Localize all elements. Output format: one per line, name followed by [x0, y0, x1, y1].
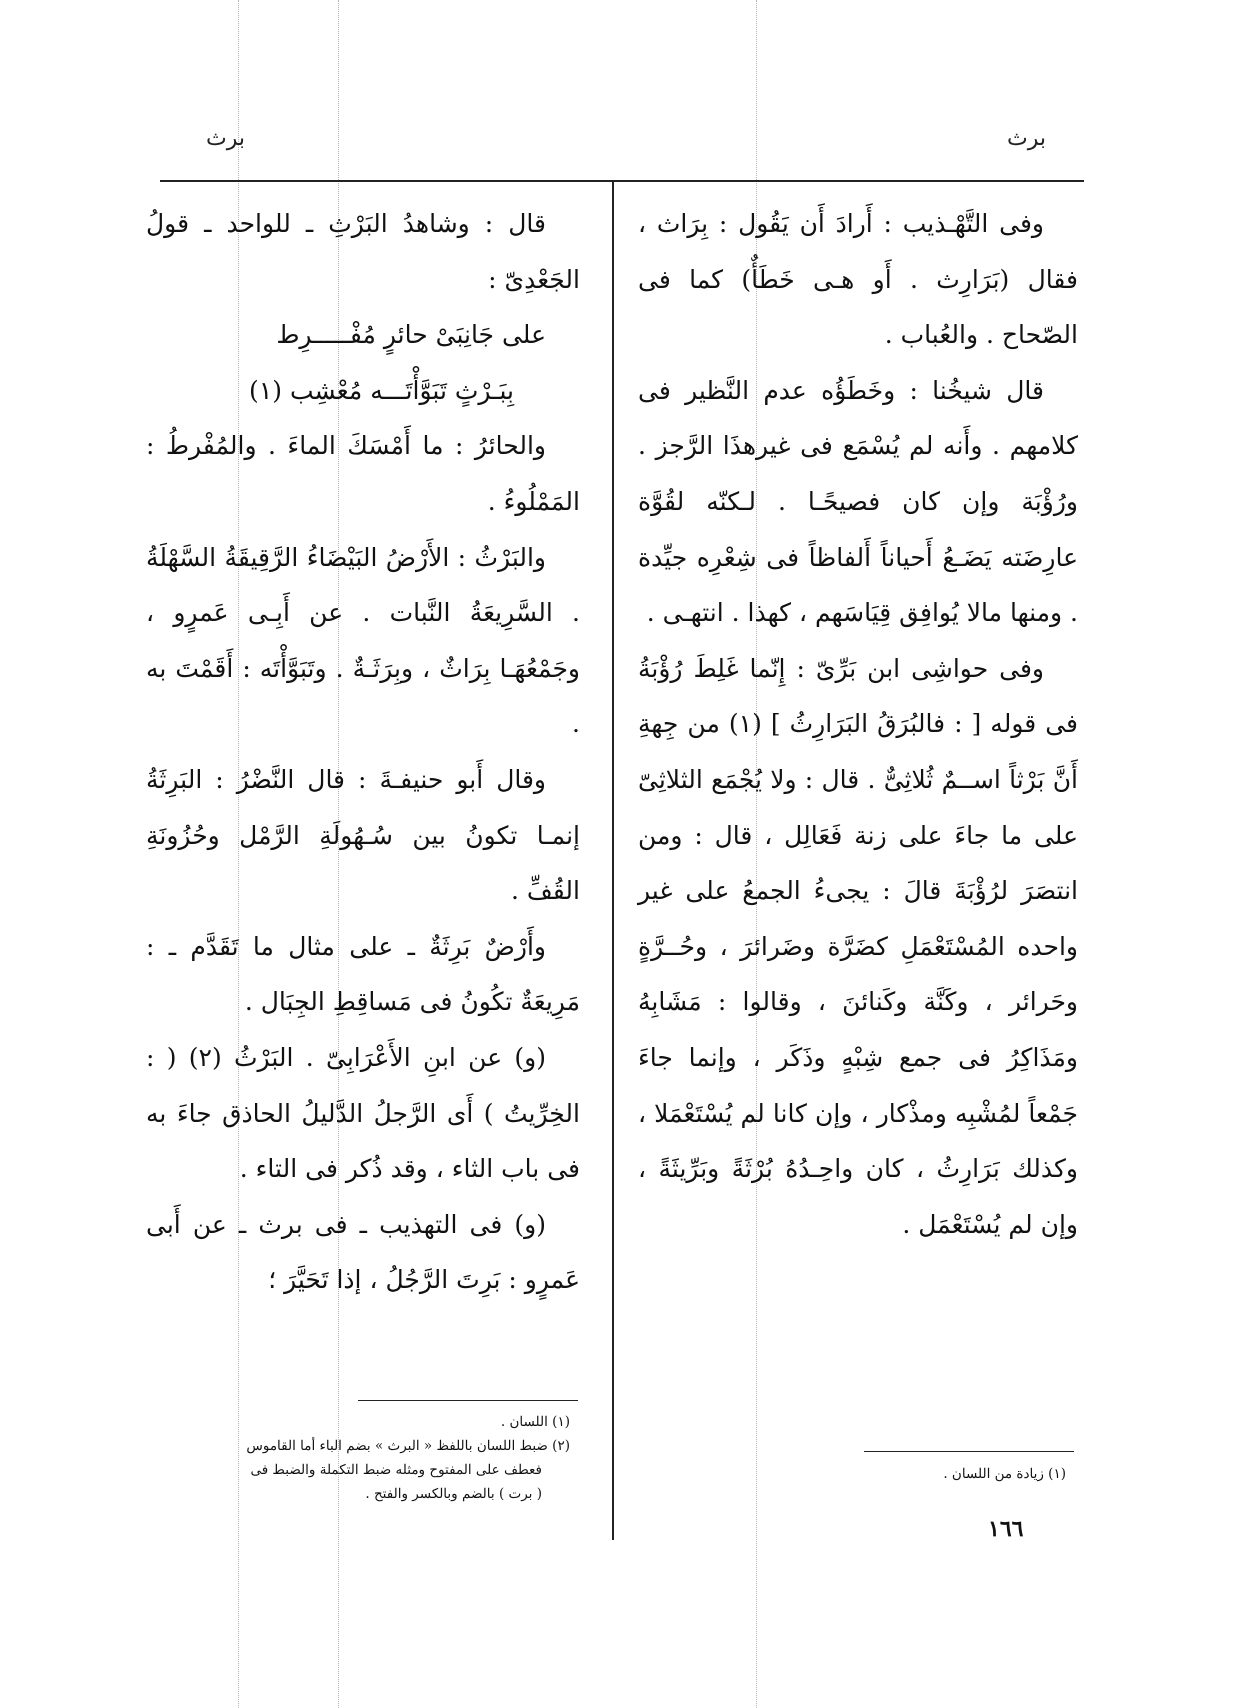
paragraph: وفى التَّهْـذيب : أَرادَ أَن يَقُول : بِرَاث ، فقال (بَرَارِث . أَو هـى خَطَأٌ) كما فى الصّحاح . والعُباب . — [638, 209, 1078, 350]
paragraph: وقال أَبو حنيفـةَ : قال النَّضْرُ : البَرِثَةُ إنمـا تكونُ بين سُـهُولَةِ الرَّمْل وحُزُونَةِ القُفِّ . — [146, 764, 580, 906]
footnote: (٢) ضبط اللسان باللفظ « البرث » بضم الباء أما القاموس — [246, 1438, 570, 1454]
verse-line: على جَانِبَىْ حائرٍ مُفْـــــرِط — [276, 320, 546, 350]
paragraph: والحائرُ : ما أَمْسَكَ الماءَ . والمُفْرطُ : المَمْلُوءُ . — [146, 431, 580, 516]
footnotes-left — [150, 1410, 570, 1506]
footnotes-right — [660, 1462, 1066, 1486]
running-head-left: برث — [206, 126, 245, 151]
footnote-continuation: فعطف على المفتوح ومثله ضبط التكملة والضبط فى — [250, 1462, 542, 1478]
column-divider — [612, 180, 614, 1540]
verse-line: بِبَـرْثٍ تَبَوَّأْتَـــه مُعْشِب (١) — [249, 375, 514, 405]
footnote: (١) زيادة من اللسان . — [943, 1466, 1066, 1482]
right-column — [638, 196, 1078, 1252]
page-number: ١٦٦ — [988, 1516, 1024, 1542]
header-rule — [160, 180, 1084, 182]
left-column — [146, 196, 580, 1308]
running-head-right: برث — [1007, 126, 1046, 151]
paragraph: وفى حواشِى ابن بَرِّىّ : إِنّما غَلِطَ رُؤْبَةُ فى قوله [ : فالبُرَقُ البَرَارِثُ ] (١) من جِهةِ أَنَّ بَرْثاً اســمٌ ثُلاثِىٌّ . قال : ولا يُجْمَع الثلاثِىّ على ما جاءَ على زنة فَعَالِل ، قال : ومن انتصَرَ لرُؤْبَةَ قالَ : يجىءُ الجمعُ على غير واحده المُسْتَعْمَلِ كضَرَّة وضَرائرَ ، وحُــرَّةٍ وحَرائر ، وكَنَّة وكَنائنَ ، وقالوا : مَشَابِهُ ومَذَاكِرُ فى جمع شِبْهٍ وذَكَر ، وإنما جاءَ جَمْعاً لمُشْبِه ومذْكار ، وإن كانا لم يُسْتَعْمَلا ، وكذلك بَرَارِثُ ، كان واحِـدُهُ بُرْثَةً وبَرِّيثَةً ، وإن لم يُسْتَعْمَل . — [638, 653, 1079, 1239]
footnote: (١) اللسان . — [500, 1414, 570, 1430]
paragraph: (و) فى التهذيب ـ فى برث ـ عن أَبى عَمرٍو : بَرِتَ الرَّجُلُ ، إذا تَحَيَّرَ ؛ — [146, 1209, 580, 1295]
paragraph: (و) عن ابنِ الأَعْرَابِىّ . البَرْثُ (٢) ( : الخِرِّيتُ ) أَى الرَّجلُ الدَّليلُ الحاذق جاءَ به فى باب الثاء ، وقد ذُكر فى التاء . — [146, 1042, 580, 1184]
footnote-rule — [864, 1451, 1074, 1452]
paragraph: وأَرْضٌ بَرِثَةٌ ـ على مثال ما تَقَدَّم ـ : مَرِيعَةٌ تكُونُ فى مَساقِطِ الجِبَال . — [146, 931, 580, 1017]
paragraph: والبَرْثُ : الأَرْضُ البَيْضَاءُ الرَّقِيقَةُ السَّهْلَةُ . السَّرِيعَةُ النَّبات . عن أَبِـى عَمرٍو ، وجَمْعُهَـا بِرَاثٌ ، وبِرَثَـةٌ . وتَبَوَّأْتَه : أَقَمْتَ به . — [146, 542, 580, 739]
paragraph: قال شيخُنا : وخَطَؤُه عدم النَّظير فى كلامهم . وأَنه لم يُسْمَع فى غيرهذَا الرَّجز . ورُؤْبَة وإن كان فصيحًـا . لـكنّه لقُوَّة عارِضَته يَضَـعُ أَحياناً أَلفاظاً فى شِعْرِه جيِّدة . ومنها مالا يُوافِق قِيَاسَهم ، كهذا . انتهـى . — [638, 375, 1078, 628]
footnote-rule — [358, 1400, 578, 1401]
footnote-continuation: ( برت ) بالضم وبالكسر والفتح . — [365, 1486, 542, 1502]
paragraph: قال : وشاهدُ البَرْثِ ـ للواحد ـ قولُ الجَعْدِىّ : — [146, 209, 580, 294]
